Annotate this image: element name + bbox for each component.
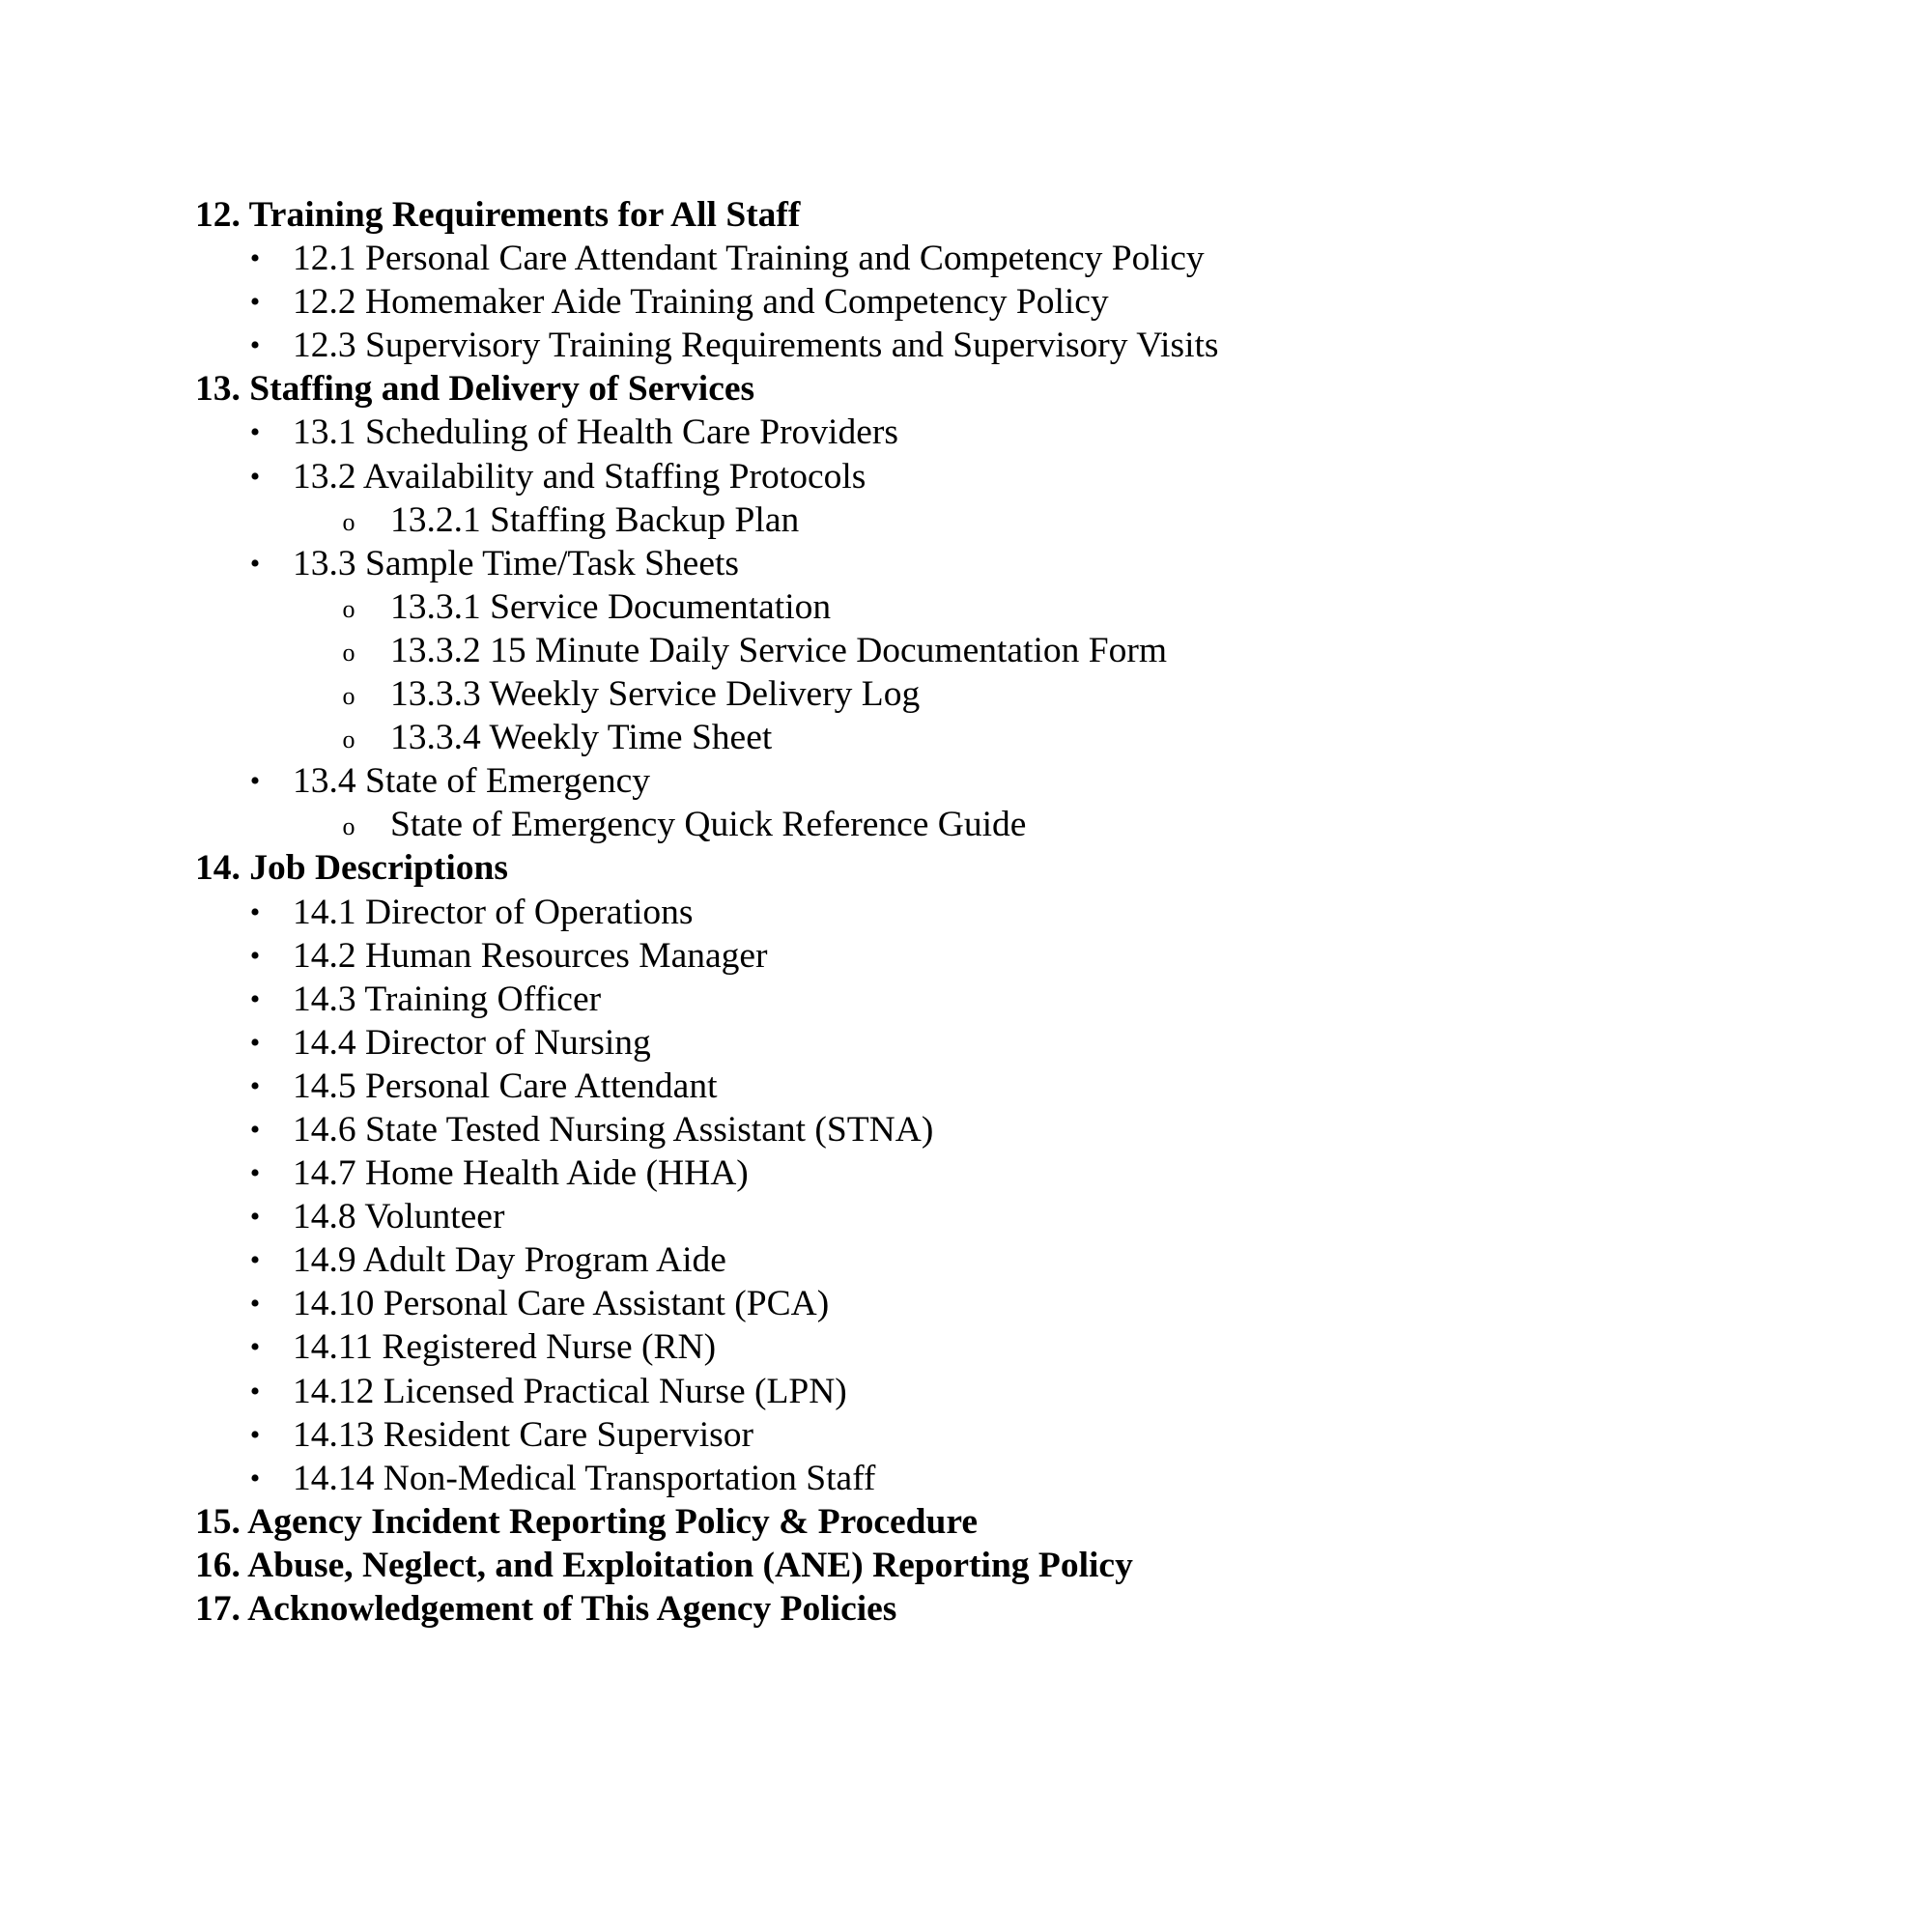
toc-item-label: 14.14 Non-Medical Transportation Staff [293,1458,876,1498]
bullet-dot-icon: • [249,765,261,798]
section-heading[interactable]: 12. Training Requirements for All Staff [195,195,801,235]
bullet-dot-icon: • [249,895,261,928]
bullet-dot-icon: • [249,1157,261,1190]
bullet-circle-icon: o [342,725,355,754]
toc-item[interactable] [0,934,1932,978]
section-heading[interactable]: 13. Staffing and Delivery of Services [195,369,755,410]
toc-item[interactable] [0,455,1932,498]
bullet-circle-icon: o [342,812,355,841]
toc-item[interactable] [0,1151,1932,1195]
bullet-dot-icon: • [249,939,261,972]
toc-item[interactable] [0,759,1932,803]
toc-subitem[interactable] [0,585,1932,629]
toc-item[interactable] [0,1238,1932,1282]
toc-item[interactable] [0,1195,1932,1238]
toc-item-label: 14.10 Personal Care Assistant (PCA) [293,1284,830,1324]
toc-item[interactable] [0,1021,1932,1065]
bullet-dot-icon: • [249,982,261,1015]
bullet-dot-icon: • [249,1201,261,1234]
bullet-dot-icon: • [249,1375,261,1407]
bullet-dot-icon: • [249,1418,261,1451]
toc-item-label: 13.3 Sample Time/Task Sheets [293,543,739,583]
toc-item-label: 14.5 Personal Care Attendant [293,1065,718,1106]
toc-item[interactable] [0,237,1932,280]
toc-item-label: 14.8 Volunteer [293,1197,505,1237]
toc-subitem[interactable] [0,498,1932,542]
toc-item-label: 14.9 Adult Day Program Aide [293,1240,726,1281]
toc-subitem-label: State of Emergency Quick Reference Guide [390,805,1027,845]
toc-item-label: 13.2 Availability and Staffing Protocols [293,456,867,497]
toc-item-label: 14.6 State Tested Nursing Assistant (STNA) [293,1109,934,1150]
bullet-dot-icon: • [249,1244,261,1277]
toc-item[interactable] [0,280,1932,324]
table-of-contents [0,193,1932,1631]
toc-item-label: 14.4 Director of Nursing [293,1022,651,1063]
section-heading[interactable]: 15. Agency Incident Reporting Policy & Procedure [195,1501,978,1542]
bullet-circle-icon: o [342,594,355,623]
bullet-dot-icon: • [249,1462,261,1494]
toc-item-label: 12.2 Homemaker Aide Training and Competency Policy [293,282,1109,323]
section-heading[interactable]: 16. Abuse, Neglect, and Exploitation (ANE) Reporting Policy [195,1545,1133,1585]
bullet-dot-icon: • [249,286,261,319]
toc-item[interactable] [0,1065,1932,1108]
toc-item-label: 14.3 Training Officer [293,979,602,1019]
toc-item-label: 13.4 State of Emergency [293,761,651,802]
toc-item-label: 13.1 Scheduling of Health Care Providers [293,412,898,453]
bullet-dot-icon: • [249,1113,261,1146]
toc-subitem-label: 13.2.1 Staffing Backup Plan [390,499,800,540]
toc-item-label: 14.12 Licensed Practical Nurse (LPN) [293,1371,847,1411]
bullet-circle-icon: o [342,638,355,667]
toc-item[interactable] [0,1413,1932,1457]
toc-subitem[interactable] [0,803,1932,846]
toc-subitem-label: 13.3.1 Service Documentation [390,586,832,627]
toc-subitem[interactable] [0,716,1932,759]
toc-item[interactable] [0,891,1932,934]
toc-item[interactable] [0,411,1932,454]
bullet-circle-icon: o [342,507,355,536]
toc-item[interactable] [0,542,1932,585]
toc-item-label: 14.11 Registered Nurse (RN) [293,1327,717,1368]
bullet-dot-icon: • [249,460,261,493]
toc-subitem[interactable] [0,629,1932,672]
bullet-dot-icon: • [249,329,261,362]
toc-item-label: 14.13 Resident Care Supervisor [293,1414,754,1455]
toc-subitem-label: 13.3.4 Weekly Time Sheet [390,718,773,758]
bullet-dot-icon: • [249,1069,261,1102]
bullet-circle-icon: o [342,682,355,711]
toc-item-label: 12.1 Personal Care Attendant Training and Competency Policy [293,239,1205,279]
toc-subitem[interactable] [0,672,1932,716]
toc-item[interactable] [0,978,1932,1021]
toc-item[interactable] [0,1108,1932,1151]
toc-item[interactable] [0,1282,1932,1325]
toc-item-label: 12.3 Supervisory Training Requirements and Supervisory Visits [293,326,1219,366]
toc-subitem-label: 13.3.3 Weekly Service Delivery Log [390,674,921,715]
toc-item[interactable] [0,1325,1932,1369]
toc-item-label: 14.2 Human Resources Manager [293,935,768,976]
bullet-dot-icon: • [249,547,261,580]
toc-item[interactable] [0,1370,1932,1413]
section-heading[interactable]: 14. Job Descriptions [195,848,508,889]
bullet-dot-icon: • [249,1331,261,1364]
toc-item[interactable] [0,324,1932,367]
toc-subitem-label: 13.3.2 15 Minute Daily Service Documentation Form [390,630,1168,670]
section-heading[interactable]: 17. Acknowledgement of This Agency Policies [195,1589,897,1629]
toc-item-label: 14.1 Director of Operations [293,892,694,932]
bullet-dot-icon: • [249,1288,261,1321]
bullet-dot-icon: • [249,1026,261,1059]
bullet-dot-icon: • [249,416,261,449]
toc-item[interactable] [0,1457,1932,1500]
bullet-dot-icon: • [249,242,261,275]
toc-item-label: 14.7 Home Health Aide (HHA) [293,1153,749,1194]
